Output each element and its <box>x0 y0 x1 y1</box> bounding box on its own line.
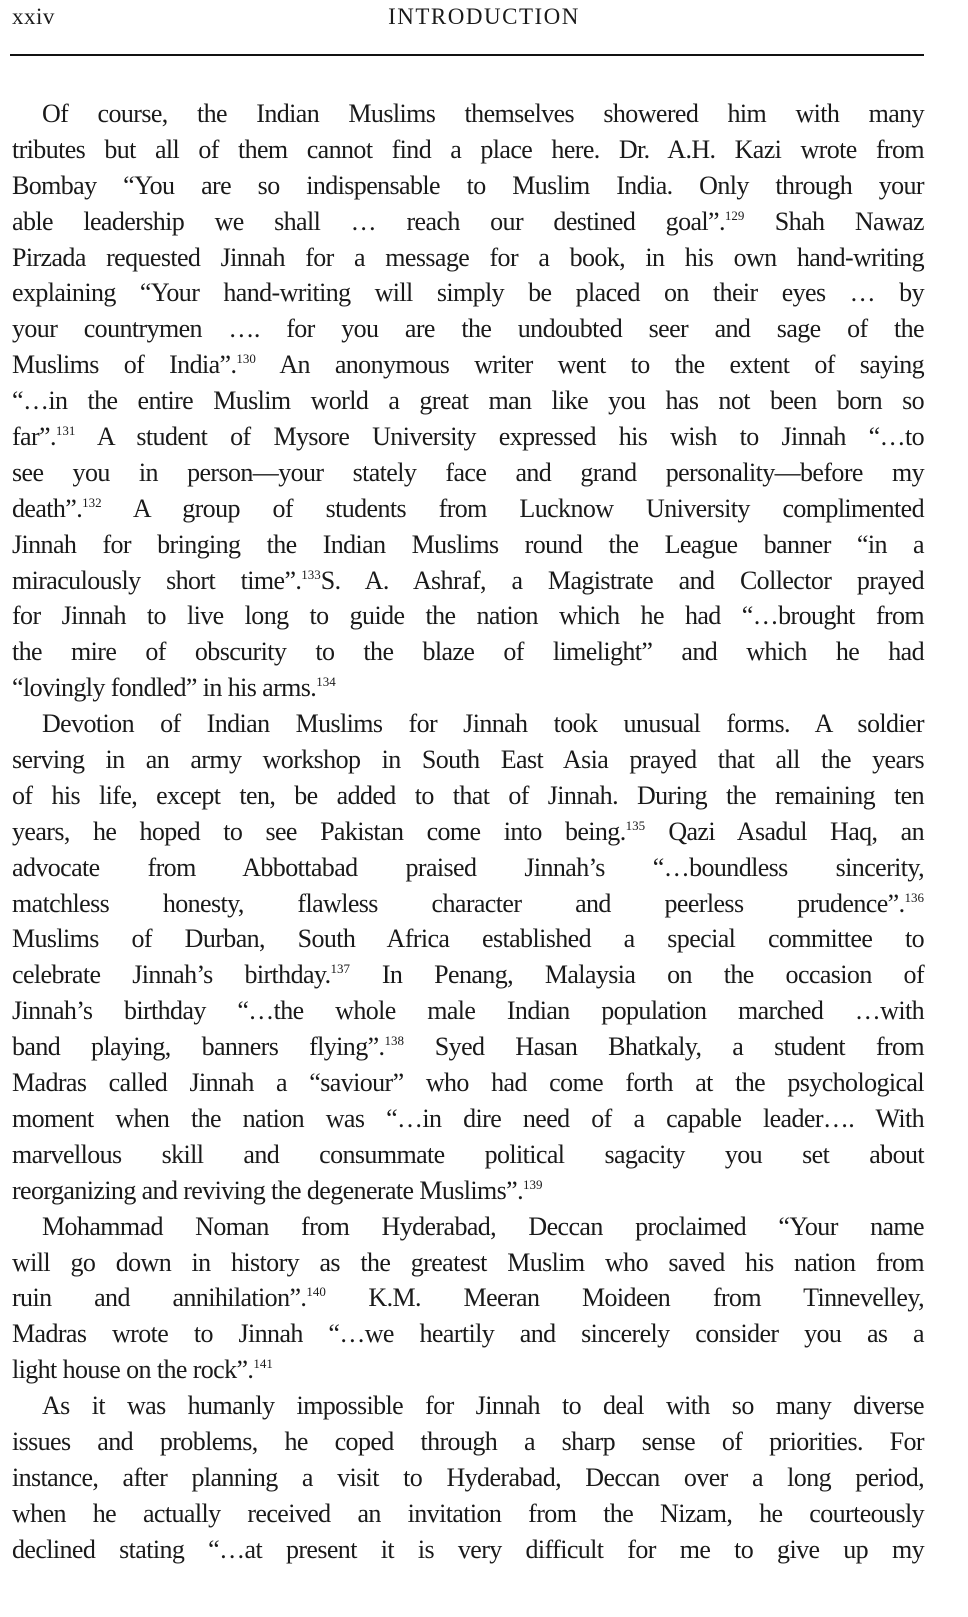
footnote-ref: 136 <box>904 889 924 905</box>
text-run: An anonymous writer went to the extent of saying <box>255 350 924 380</box>
text-line <box>12 491 924 527</box>
text-run: S. A. Ashraf, a Magistrate and Collector prayed <box>320 565 924 595</box>
text-line <box>12 850 924 886</box>
text-run: advocate from Abbottabad praised Jinnah’s “…boundless sincerity, <box>12 852 924 882</box>
text-run: death”. <box>12 493 83 523</box>
footnote-ref: 134 <box>316 674 336 690</box>
footnote-ref: 130 <box>236 351 256 367</box>
text-line <box>12 1352 924 1388</box>
text-run: A group of students from Lucknow University complimented <box>101 493 924 523</box>
footnote-ref: 129 <box>724 207 745 223</box>
text-line <box>12 778 924 814</box>
text-line <box>12 455 924 491</box>
text-run: moment when the nation was “…in dire need of a capable leader…. With <box>12 1103 924 1133</box>
running-head <box>0 4 968 34</box>
text-line <box>12 1496 924 1532</box>
chapter-title: INTRODUCTION <box>388 4 580 29</box>
text-run: light house on the rock”. <box>12 1355 254 1385</box>
text-run: celebrate Jinnah’s birthday. <box>12 960 331 990</box>
footnote-ref: 141 <box>253 1356 273 1372</box>
text-run: see you in person—your stately face and grand personality—before my <box>12 457 924 487</box>
text-line <box>12 1424 924 1460</box>
text-line <box>12 240 924 276</box>
footnote-ref: 137 <box>330 961 351 977</box>
text-run: Muslims of India”. <box>12 350 237 380</box>
paragraph <box>12 1209 924 1388</box>
text-line <box>12 132 924 168</box>
paragraph <box>12 706 924 1208</box>
text-line <box>12 993 924 1029</box>
text-line <box>12 1532 924 1568</box>
text-run: Syed Hasan Bhatkaly, a student from <box>403 1032 924 1062</box>
text-line <box>12 1245 924 1281</box>
text-line <box>12 1029 924 1065</box>
text-run: reorganizing and reviving the degenerate Muslims”. <box>12 1175 524 1205</box>
text-line <box>12 419 924 455</box>
text-line <box>12 921 924 957</box>
text-run: Madras wrote to Jinnah “…we heartily and sincerely consider you as a <box>12 1319 924 1349</box>
text-run: Shah Nawaz <box>744 206 924 236</box>
text-run: “…in the entire Muslim world a great man like you has not been born so <box>12 386 924 416</box>
text-line <box>12 311 924 347</box>
text-run: Bombay “You are so indispensable to Muslim India. Only through your <box>12 170 924 200</box>
text-line <box>12 1173 924 1209</box>
text-run: Jinnah’s birthday “…the whole male Indian population marched …with <box>12 996 924 1026</box>
text-run: explaining “Your hand-writing will simply be placed on their eyes … by <box>12 278 924 308</box>
text-run: of his life, except ten, be added to that of Jinnah. During the remaining ten <box>12 780 924 810</box>
text-line <box>12 1280 924 1316</box>
text-run: far”. <box>12 422 56 452</box>
text-line <box>12 1460 924 1496</box>
text-run: for Jinnah to live long to guide the nation which he had “…brought from <box>12 601 924 631</box>
text-line <box>12 96 924 132</box>
text-line <box>12 598 924 634</box>
text-line <box>12 670 924 706</box>
paragraph <box>12 1388 924 1567</box>
text-run: K.M. Meeran Moideen from Tinnevelley, <box>325 1283 924 1313</box>
text-run: instance, after planning a visit to Hyderabad, Deccan over a long period, <box>12 1462 924 1492</box>
text-line <box>12 383 924 419</box>
text-run: Qazi Asadul Haq, an <box>645 816 924 846</box>
text-line <box>12 1388 924 1424</box>
text-run: Pirzada requested Jinnah for a message for a book, in his own hand-writing <box>12 242 924 272</box>
text-run: marvellous skill and consummate political sagacity you set about <box>12 1139 924 1169</box>
text-line <box>12 634 924 670</box>
text-run: Mohammad Noman from Hyderabad, Deccan proclaimed “Your name <box>42 1211 924 1241</box>
footnote-ref: 138 <box>384 1033 404 1049</box>
text-run: A student of Mysore University expressed his wish to Jinnah “…to <box>75 422 924 452</box>
footnote-ref: 131 <box>55 423 76 439</box>
text-run: Devotion of Indian Muslims for Jinnah took unusual forms. A soldier <box>42 709 924 739</box>
text-line <box>12 1137 924 1173</box>
text-line <box>12 1316 924 1352</box>
text-run: the mire of obscurity to the blaze of limelight” and which he had <box>12 637 924 667</box>
text-run: your countrymen …. for you are the undoubted seer and sage of the <box>12 314 924 344</box>
text-run: Muslims of Durban, South Africa established a special committee to <box>12 924 924 954</box>
text-line <box>12 814 924 850</box>
text-line <box>12 204 924 240</box>
text-run: As it was humanly impossible for Jinnah to deal with so many diverse <box>42 1391 924 1421</box>
text-line <box>12 275 924 311</box>
text-run: serving in an army workshop in South East Asia prayed that all the years <box>12 745 924 775</box>
footnote-ref: 132 <box>82 494 102 510</box>
text-line <box>12 168 924 204</box>
text-line <box>12 1209 924 1245</box>
footnote-ref: 133 <box>301 566 321 582</box>
text-run: miraculously short time”. <box>12 565 302 595</box>
text-run: will go down in history as the greatest Muslim who saved his nation from <box>12 1247 924 1277</box>
text-line <box>12 527 924 563</box>
text-run: In Penang, Malaysia on the occasion of <box>350 960 924 990</box>
footnote-ref: 139 <box>523 1176 543 1192</box>
text-run: band playing, banners flying”. <box>12 1032 385 1062</box>
text-run: able leadership we shall … reach our destined goal”. <box>12 206 725 236</box>
text-run: when he actually received an invitation from the Nizam, he courteously <box>12 1498 924 1528</box>
text-run: tributes but all of them cannot find a place here. Dr. A.H. Kazi wrote from <box>12 134 924 164</box>
text-line <box>12 563 924 599</box>
text-run: ruin and annihilation”. <box>12 1283 307 1313</box>
text-line <box>12 1065 924 1101</box>
text-line <box>12 347 924 383</box>
text-line <box>12 742 924 778</box>
footnote-ref: 140 <box>306 1284 326 1300</box>
page-number: xxiv <box>12 4 55 29</box>
text-run: “lovingly fondled” in his arms. <box>12 673 317 703</box>
text-run: declined stating “…at present it is very difficult for me to give up my <box>12 1534 924 1564</box>
paragraph <box>12 96 924 706</box>
text-line <box>12 957 924 993</box>
text-line <box>12 706 924 742</box>
text-run: Jinnah for bringing the Indian Muslims round the League banner “in a <box>12 529 924 559</box>
text-run: issues and problems, he coped through a sharp sense of priorities. For <box>12 1426 924 1456</box>
text-run: Madras called Jinnah a “saviour” who had come forth at the psychological <box>12 1068 924 1098</box>
footnote-ref: 135 <box>625 817 646 833</box>
header-rule <box>10 54 924 56</box>
text-run: matchless honesty, flawless character and peerless prudence”. <box>12 888 905 918</box>
text-run: Of course, the Indian Muslims themselves showered him with many <box>42 99 924 128</box>
body-text <box>12 96 924 1568</box>
text-run: years, he hoped to see Pakistan come into being. <box>12 816 626 846</box>
text-line <box>12 886 924 922</box>
text-line <box>12 1101 924 1137</box>
